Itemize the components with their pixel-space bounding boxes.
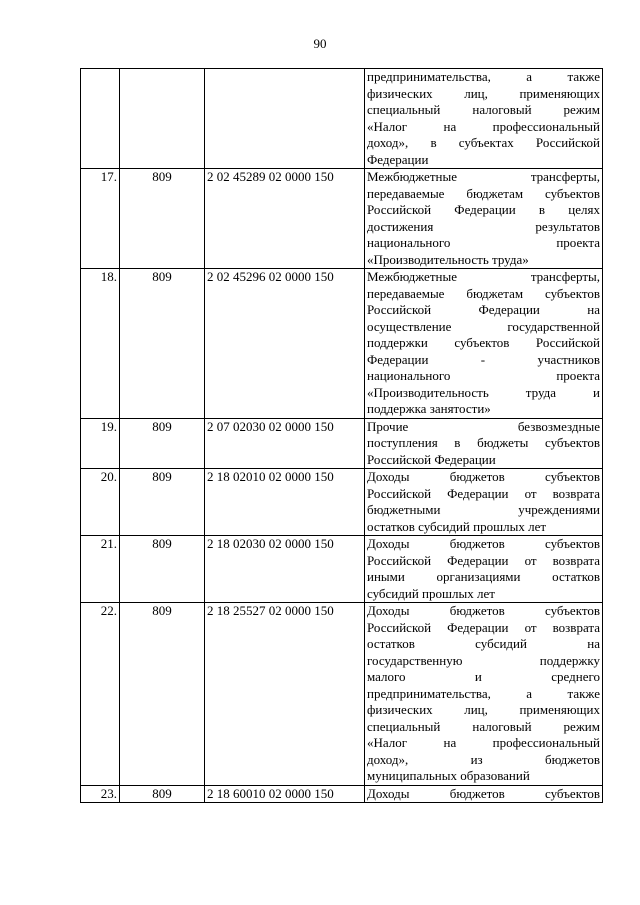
revenue-name-line: Доходы бюджетов субъектов bbox=[367, 603, 600, 618]
revenue-name-line: предпринимательства, а также bbox=[367, 69, 600, 84]
row-number-cell: 20. bbox=[81, 469, 120, 536]
revenue-name-line: поступления в бюджеты субъектов bbox=[367, 435, 600, 450]
revenue-code-cell: 2 18 60010 02 0000 150 bbox=[205, 785, 365, 803]
revenue-name-cell bbox=[365, 169, 603, 269]
revenue-name-line: поддержки субъектов Российской bbox=[367, 335, 600, 350]
revenue-name-line: малого и среднего bbox=[367, 669, 600, 684]
revenue-code-cell: 2 18 02010 02 0000 150 bbox=[205, 469, 365, 536]
revenue-name-line: бюджетными учреждениями bbox=[367, 502, 600, 517]
table-row bbox=[81, 603, 603, 786]
revenue-name-cell bbox=[365, 536, 603, 603]
revenue-name-line: Доходы бюджетов субъектов bbox=[367, 785, 600, 801]
page-number: 90 bbox=[313, 36, 327, 51]
revenue-name-line: специальный налоговый режим bbox=[367, 718, 600, 734]
revenue-name-line: физических лиц, применяющих bbox=[367, 702, 600, 717]
revenue-code-cell: 2 07 02030 02 0000 150 bbox=[205, 418, 365, 469]
revenue-name-line: Федерации - участников bbox=[367, 351, 600, 367]
row-number-cell: 19. bbox=[81, 418, 120, 469]
revenue-code-cell: 2 02 45296 02 0000 150 bbox=[205, 269, 365, 419]
table-row bbox=[81, 536, 603, 603]
revenue-code-cell: 2 18 02030 02 0000 150 bbox=[205, 536, 365, 603]
revenue-name-line: Прочие безвозмездные bbox=[367, 418, 600, 434]
table-row bbox=[81, 469, 603, 536]
revenue-name-line: Федерации bbox=[367, 151, 429, 167]
revenue-name-line: физических лиц, применяющих bbox=[367, 85, 600, 101]
revenue-name-line: Доходы бюджетов субъектов bbox=[367, 536, 600, 551]
revenue-code-cell: 2 18 25527 02 0000 150 bbox=[205, 603, 365, 786]
revenue-name-line: Российской Федерации от возврата bbox=[367, 552, 600, 568]
revenue-classification-table bbox=[80, 68, 603, 803]
revenue-name-line: остатков субсидий прошлых лет bbox=[367, 518, 547, 534]
table-body bbox=[81, 69, 603, 803]
revenue-name-line: иными организациями остатков bbox=[367, 569, 600, 584]
revenue-name-line: Российской Федерации в целях bbox=[367, 202, 600, 217]
revenue-name-line: Российской Федерации на bbox=[367, 302, 600, 317]
admin-code-cell: 809 bbox=[120, 418, 205, 469]
revenue-name-line: Межбюджетные трансферты, bbox=[367, 269, 600, 284]
row-number-cell bbox=[81, 69, 120, 169]
table-row bbox=[81, 269, 603, 419]
revenue-name-line: Доходы бюджетов субъектов bbox=[367, 469, 600, 484]
row-number-cell: 23. bbox=[81, 785, 120, 803]
revenue-name-line: «Производительность труда» bbox=[367, 251, 529, 267]
admin-code-cell: 809 bbox=[120, 269, 205, 419]
revenue-name-line: предпринимательства, а также bbox=[367, 685, 600, 701]
table-row bbox=[81, 169, 603, 269]
revenue-name-line: доход», в субъектах Российской bbox=[367, 135, 600, 150]
revenue-name-line: передаваемые бюджетам субъектов bbox=[367, 185, 600, 201]
row-number-cell: 17. bbox=[81, 169, 120, 269]
table-row bbox=[81, 785, 603, 803]
admin-code-cell bbox=[120, 69, 205, 169]
revenue-name-cell bbox=[365, 418, 603, 469]
revenue-name-line: национального проекта bbox=[367, 235, 600, 250]
revenue-name-line: Российской Федерации от возврата bbox=[367, 619, 600, 635]
revenue-name-line: Российской Федерации от возврата bbox=[367, 485, 600, 501]
revenue-name-line: муниципальных образований bbox=[367, 768, 530, 783]
revenue-name-line: передаваемые бюджетам субъектов bbox=[367, 285, 600, 301]
revenue-name-line: Межбюджетные трансферты, bbox=[367, 169, 600, 184]
revenue-name-line: специальный налоговый режим bbox=[367, 102, 600, 117]
revenue-name-line: «Производительность труда и bbox=[367, 384, 600, 400]
admin-code-cell: 809 bbox=[120, 536, 205, 603]
revenue-name-cell bbox=[365, 269, 603, 419]
table-row bbox=[81, 69, 603, 169]
revenue-name-cell bbox=[365, 785, 603, 803]
admin-code-cell: 809 bbox=[120, 785, 205, 803]
row-number-cell: 22. bbox=[81, 603, 120, 786]
table-row bbox=[81, 418, 603, 469]
revenue-name-cell bbox=[365, 603, 603, 786]
revenue-name-line: национального проекта bbox=[367, 368, 600, 383]
revenue-name-line: субсидий прошлых лет bbox=[367, 585, 495, 601]
revenue-name-line: доход», из бюджетов bbox=[367, 751, 600, 767]
revenue-name-line: осуществление государственной bbox=[367, 318, 600, 334]
revenue-name-line: поддержка занятости» bbox=[367, 401, 491, 416]
admin-code-cell: 809 bbox=[120, 169, 205, 269]
admin-code-cell: 809 bbox=[120, 469, 205, 536]
revenue-code-cell: 2 02 45289 02 0000 150 bbox=[205, 169, 365, 269]
row-number-cell: 18. bbox=[81, 269, 120, 419]
revenue-name-cell bbox=[365, 469, 603, 536]
revenue-name-line: «Налог на профессиональный bbox=[367, 735, 600, 750]
revenue-name-cell bbox=[365, 69, 603, 169]
revenue-name-line: остатков субсидий на bbox=[367, 636, 600, 651]
revenue-name-line: «Налог на профессиональный bbox=[367, 118, 600, 134]
row-number-cell: 21. bbox=[81, 536, 120, 603]
revenue-code-cell bbox=[205, 69, 365, 169]
revenue-name-line: Российской Федерации bbox=[367, 451, 496, 467]
revenue-name-line: достижения результатов bbox=[367, 218, 600, 234]
admin-code-cell: 809 bbox=[120, 603, 205, 786]
revenue-name-line: государственную поддержку bbox=[367, 652, 600, 668]
